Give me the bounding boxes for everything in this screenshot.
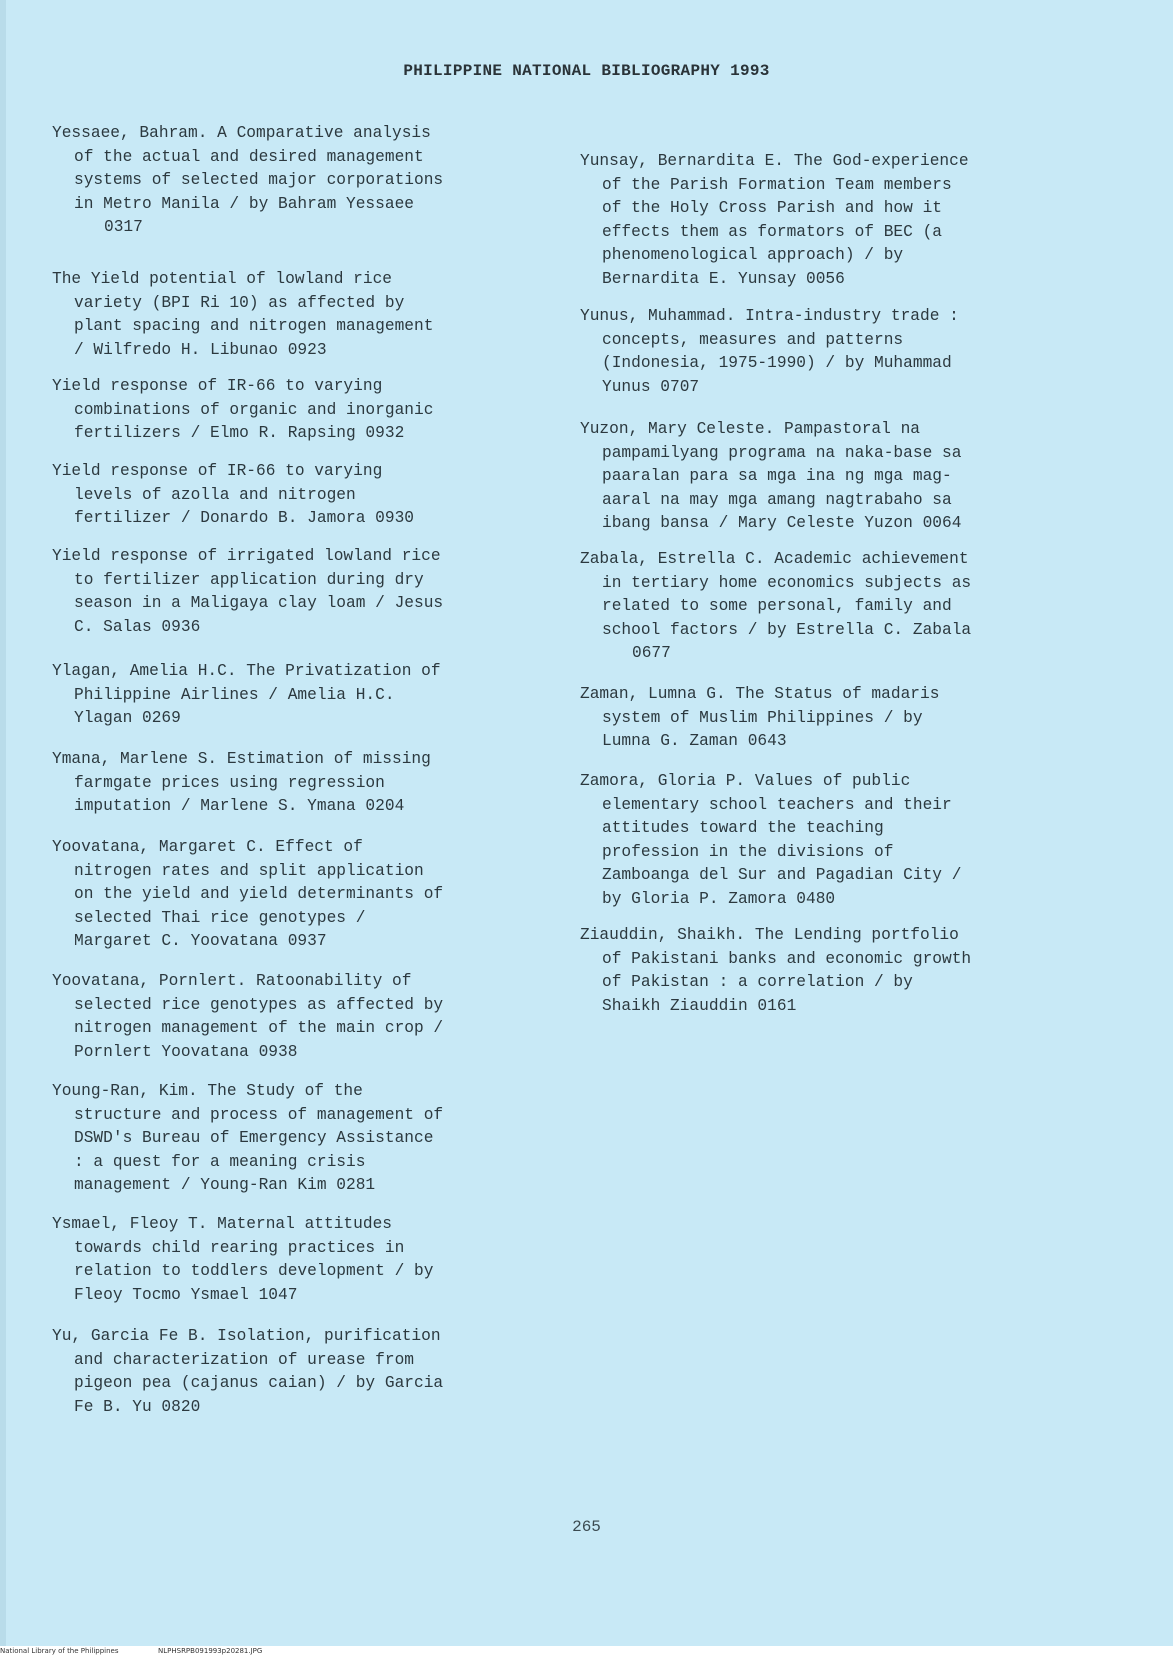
bibliography-entry: [52, 748, 552, 819]
entry-line: pampamilyang programa na naka-base sa: [602, 443, 962, 462]
entry-line: system of Muslim Philippines / by: [602, 708, 923, 727]
bibliography-entry: [52, 375, 552, 446]
entry-line: nitrogen rates and split application: [74, 861, 424, 880]
entry-line: relation to toddlers development / by: [74, 1262, 434, 1280]
entry-line: aaral na may mga amang nagtrabaho sa: [602, 490, 952, 509]
entry-line: Ylagan 0269: [74, 709, 181, 727]
entry-line: paaralan para sa mga ina ng mga mag-: [602, 467, 952, 485]
entry-line: Yunsay, Bernardita E. The God-experience: [580, 152, 969, 170]
entry-line: Yunus 0707: [602, 377, 700, 396]
bibliography-entry: [580, 150, 1080, 291]
entry-line: to fertilizer application during dry: [74, 570, 424, 589]
bibliography-entry: [52, 836, 552, 954]
entry-line: combinations of organic and inorganic: [74, 400, 434, 419]
entry-line: systems of selected major corporations: [74, 171, 444, 189]
entry-line: management / Young-Ran Kim 0281: [74, 1176, 376, 1194]
page-header: PHILIPPINE NATIONAL BIBLIOGRAPHY 1993: [403, 62, 770, 80]
entry-line: / Wilfredo H. Libunao 0923: [74, 340, 327, 359]
entry-line: ibang bansa / Mary Celeste Yuzon 0064: [602, 514, 962, 532]
entry-line: of Pakistan : a correlation / by: [602, 973, 913, 991]
entry-line: concepts, measures and patterns: [602, 330, 904, 349]
entry-line: Ylagan, Amelia H.C. The Privatization of: [52, 662, 441, 680]
entry-line: Ymana, Marlene S. Estimation of missing: [52, 750, 431, 768]
bibliography-entry: [580, 548, 1080, 666]
bibliography-entry: [52, 970, 552, 1064]
entry-line: towards child rearing practices in: [74, 1238, 405, 1257]
entry-line: Pornlert Yoovatana 0938: [74, 1042, 298, 1061]
footer-library: National Library of the Philippines: [0, 1647, 119, 1655]
entry-line: variety (BPI Ri 10) as affected by: [74, 293, 405, 312]
entry-line: on the yield and yield determinants of: [74, 885, 444, 903]
bibliography-entry: [580, 418, 1080, 536]
entry-line: selected rice genotypes as affected by: [74, 995, 444, 1014]
entry-line: structure and process of management of: [74, 1105, 444, 1124]
footer-file: NLPHSRPB091993p20281.JPG: [158, 1647, 263, 1655]
entry-line: effects them as formators of BEC (a: [602, 222, 942, 241]
entry-line: by Gloria P. Zamora 0480: [602, 889, 836, 908]
entry-line: Fleoy Tocmo Ysmael 1047: [74, 1285, 298, 1304]
entry-number: 0677: [632, 644, 671, 662]
entry-line: Bernardita E. Yunsay 0056: [602, 269, 845, 288]
entry-line: related to some personal, family and: [602, 597, 952, 615]
entry-line: Yoovatana, Margaret C. Effect of: [52, 838, 363, 856]
entry-line: Young-Ran, Kim. The Study of the: [52, 1082, 363, 1100]
entry-line: Yield response of irrigated lowland rice: [52, 547, 441, 565]
entry-line: Shaikh Ziauddin 0161: [602, 996, 797, 1015]
entry-line: of the Parish Formation Team members: [602, 175, 952, 194]
bibliography-entry: [580, 683, 1080, 754]
entry-line: The Yield potential of lowland rice: [52, 270, 392, 288]
entry-number: 0317: [104, 218, 143, 236]
entry-line: in Metro Manila / by Bahram Yessaee: [74, 194, 414, 213]
bibliography-entry: [52, 1325, 552, 1419]
entry-line: of Pakistani banks and economic growth: [602, 949, 972, 968]
bibliography-entry: [52, 660, 552, 731]
entry-line: in tertiary home economics subjects as: [602, 573, 972, 592]
entry-line: phenomenological approach) / by: [602, 246, 904, 264]
bibliography-entry: [52, 1080, 552, 1198]
bibliography-entry: [52, 545, 552, 639]
entry-line: fertilizers / Elmo R. Rapsing 0932: [74, 424, 405, 442]
bibliography-entry: [52, 268, 552, 362]
entry-line: Yu, Garcia Fe B. Isolation, purification: [52, 1327, 441, 1345]
entry-line: elementary school teachers and their: [602, 795, 952, 814]
entry-line: DSWD's Bureau of Emergency Assistance: [74, 1129, 434, 1147]
entry-line: levels of azolla and nitrogen: [74, 485, 356, 504]
entry-line: Philippine Airlines / Amelia H.C.: [74, 685, 395, 704]
entry-line: Yoovatana, Pornlert. Ratoonability of: [52, 972, 412, 990]
page-edge: [0, 0, 6, 1658]
entry-line: Yunus, Muhammad. Intra-industry trade :: [580, 307, 959, 325]
entry-line: Ziauddin, Shaikh. The Lending portfolio: [580, 926, 959, 944]
entry-line: profession in the divisions of: [602, 842, 894, 861]
entry-line: Yessaee, Bahram. A Comparative analysis: [52, 124, 431, 142]
entry-line: Zaman, Lumna G. The Status of madaris: [580, 685, 940, 703]
entry-line: fertilizer / Donardo B. Jamora 0930: [74, 509, 414, 527]
entry-line: farmgate prices using regression: [74, 773, 385, 792]
entry-line: of the Holy Cross Parish and how it: [602, 199, 942, 217]
entry-line: Yuzon, Mary Celeste. Pampastoral na: [580, 420, 920, 438]
bibliography-entry: [580, 305, 1080, 399]
entry-line: C. Salas 0936: [74, 617, 201, 636]
entry-line: attitudes toward the teaching: [602, 819, 884, 837]
entry-line: plant spacing and nitrogen management: [74, 317, 434, 335]
entry-line: Yield response of IR-66 to varying: [52, 377, 383, 395]
entry-line: and characterization of urease from: [74, 1350, 414, 1369]
entry-line: season in a Maligaya clay loam / Jesus: [74, 594, 444, 612]
bibliography-entry: [580, 924, 1080, 1018]
entry-line: Zamora, Gloria P. Values of public: [580, 772, 911, 790]
entry-line: school factors / by Estrella C. Zabala: [602, 620, 972, 639]
entry-line: Yield response of IR-66 to varying: [52, 462, 383, 480]
entry-line: nitrogen management of the main crop /: [74, 1019, 444, 1037]
entry-line: Zabala, Estrella C. Academic achievement: [580, 550, 969, 568]
entry-line: Fe B. Yu 0820: [74, 1397, 201, 1416]
entry-line: of the actual and desired management: [74, 147, 424, 166]
bibliography-entry: [52, 122, 552, 240]
entry-line: pigeon pea (cajanus caian) / by Garcia: [74, 1374, 444, 1392]
entry-line: Ysmael, Fleoy T. Maternal attitudes: [52, 1215, 392, 1233]
entry-line: Lumna G. Zaman 0643: [602, 732, 787, 750]
entry-line: Margaret C. Yoovatana 0937: [74, 932, 327, 950]
bibliography-entry: [52, 460, 552, 531]
entry-line: Zamboanga del Sur and Pagadian City /: [602, 866, 962, 884]
entry-line: imputation / Marlene S. Ymana 0204: [74, 797, 405, 815]
entry-line: (Indonesia, 1975-1990) / by Muhammad: [602, 354, 952, 372]
bibliography-entry: [580, 770, 1080, 911]
entry-line: selected Thai rice genotypes /: [74, 908, 366, 927]
page-number: 265: [572, 1518, 601, 1536]
entry-line: : a quest for a meaning crisis: [74, 1152, 366, 1171]
bibliography-entry: [52, 1213, 552, 1307]
